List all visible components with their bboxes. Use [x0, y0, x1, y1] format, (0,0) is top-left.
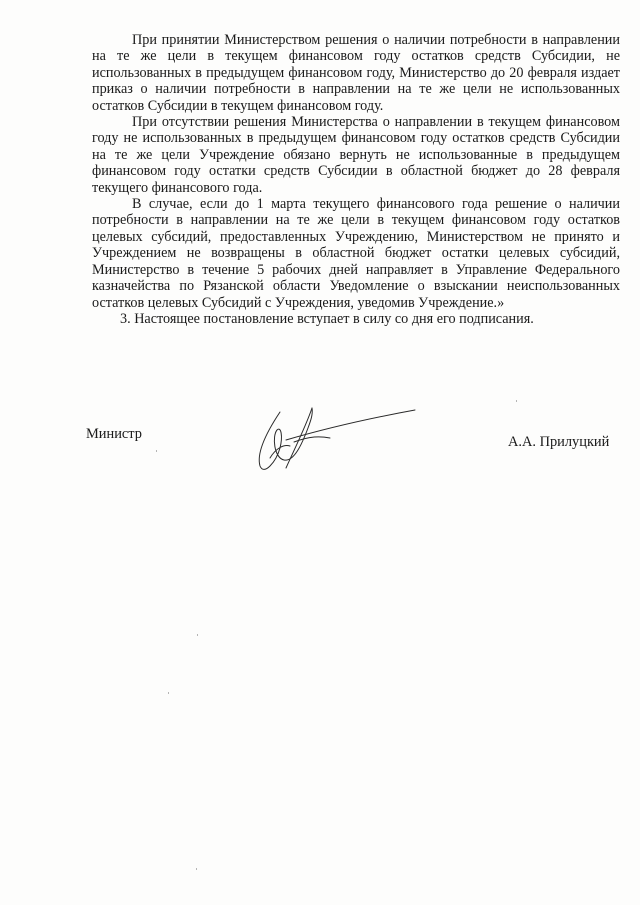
scan-speck: [168, 692, 169, 694]
scan-speck: [196, 868, 197, 870]
paragraph-return-decision: При принятии Министерством решения о наличии потребности в направлении на те же цели в текущем финансовом году остатков средств Субсидии, не использованных в предыдущем финансовом году, Министерство до 20 февраля издает приказ о наличии потребности в направлении на те же цели не использованных остатков Субсидии в текущем финансовом году.: [92, 32, 620, 114]
signatory-title: Министр: [86, 426, 142, 442]
signature-block: [0, 400, 640, 480]
handwritten-signature: [250, 400, 425, 480]
scan-speck: [197, 634, 198, 636]
paragraph-item-3: 3. Настоящее постановление вступает в силу со дня его подписания.: [120, 310, 534, 327]
signatory-name: А.А. Прилуцкий: [508, 434, 610, 450]
paragraph-recovery-notice: В случае, если до 1 марта текущего финансового года решение о наличии потребности в направлении на те же цели в текущем финансовом году остатков целевых субсидий, предоставленных Учреждению, Министерством не принято и Учреждением не возвращены в областной бюджет остатки целевых субсидий, Министерство в течение 5 рабочих дней направляет в Управление Федерального казначейства по Рязанской области Уведомление о взыскании неиспользованных остатков целевых Субсидий с Учреждения, уведомив Учреждение.»: [92, 196, 620, 311]
paragraph-no-decision: При отсутствии решения Министерства о направлении в текущем финансовом году не использованных в предыдущем финансовом году остатков средств Субсидии на те же цели Учреждение обязано вернуть не использованные в предыдущем финансовом году остатки средств Субсидии в областной бюджет до 28 февраля текущего финансового года.: [92, 114, 620, 196]
scan-speck: [516, 400, 517, 402]
scan-speck: [156, 450, 157, 452]
document-body: [92, 32, 620, 327]
